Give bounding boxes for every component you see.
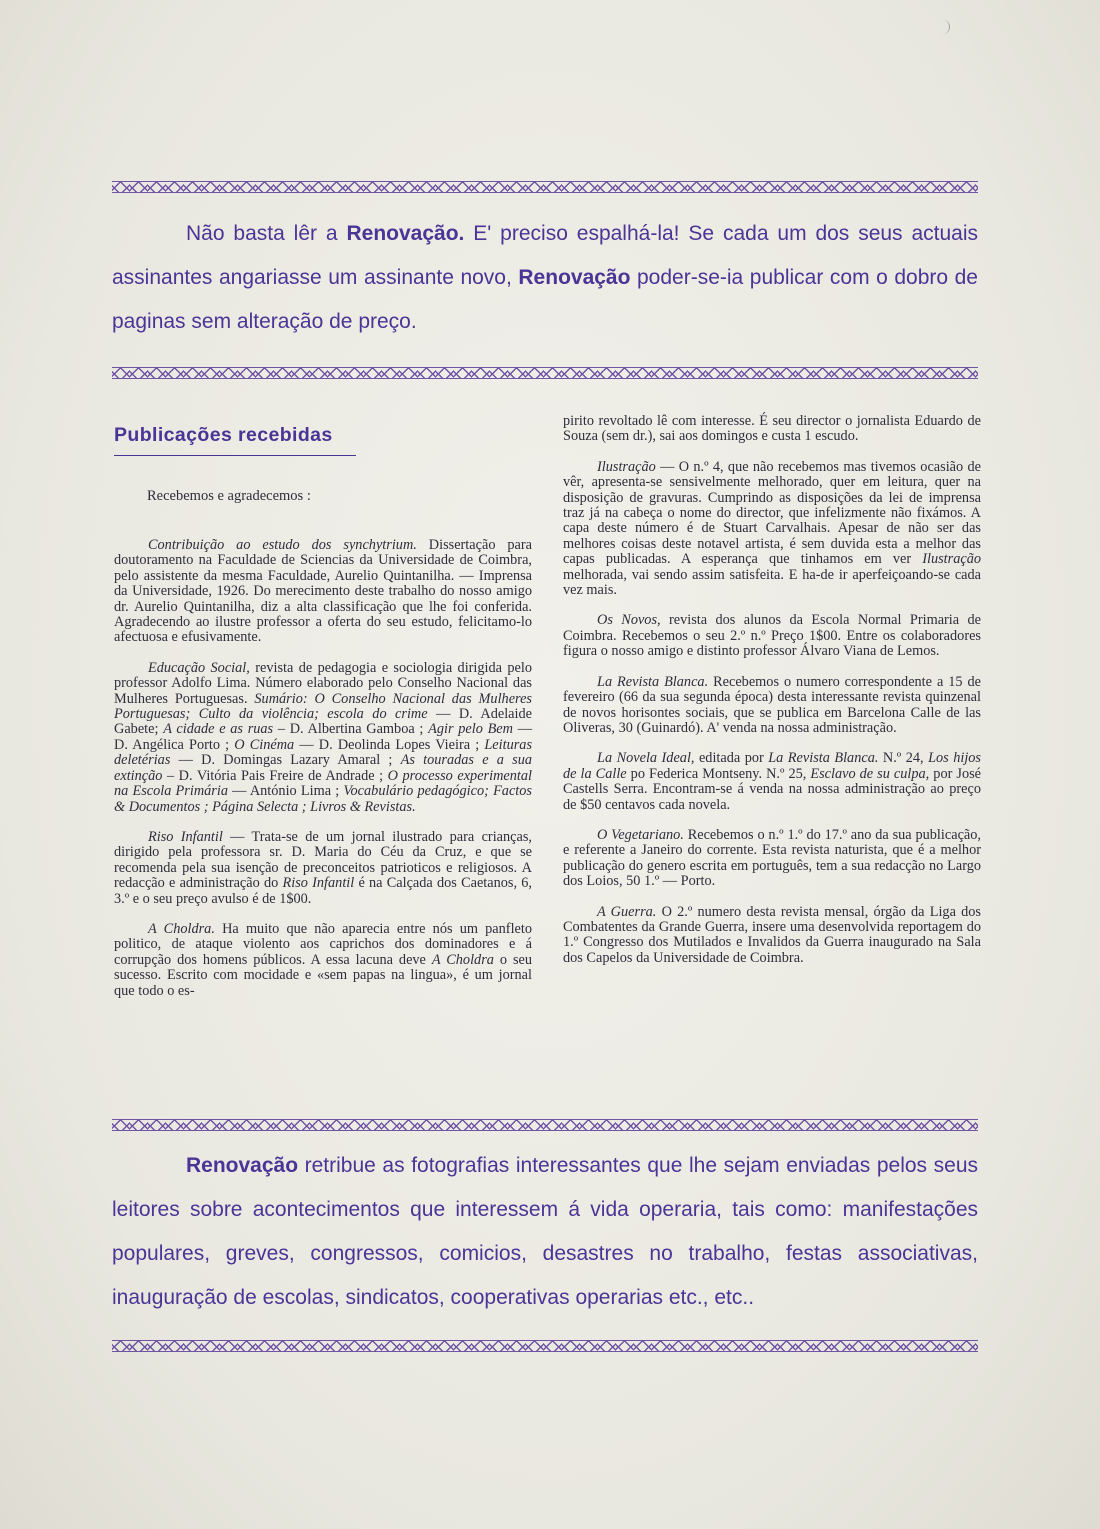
right-column (563, 414, 981, 981)
bottom-notice-paragraph: Renovação retribue as fotografias interessantes que lhe sejam enviadas pelos seus leitores sobre acontecimentos que interessem á vida operaria, tais como: manifestações populares, greves, congressos, comicios, desastres no trabalho, festas associativas, inauguração de escolas, sindicatos, cooperativas operarias etc., etc.. (112, 1154, 978, 1309)
top-notice (112, 212, 978, 344)
review-os-novos: Os Novos, revista dos alunos da Escola Normal Primaria de Coimbra. Recebemos o seu 2.º n.º Preço 1$00. Entre os colaboradores figura o nosso amigo e distinto professor Álvaro Viana de Lemos. (563, 612, 981, 660)
review-a-choldra: A Choldra. Ha muito que não aparecia entre nós um panfleto politico, de ataque violento aos caprichos dos dominadores e á corrupção dos homens públicos. A essa lacuna deve A Choldra o seu sucesso. Escrito com mocidade e «sem papas na lingua», é um jornal que todo o es- (114, 920, 533, 999)
ornamental-border-top-1 (112, 181, 978, 193)
review-contribuicao: Contribuição ao estudo dos synchytrium. Dissertação para doutoramento na Faculdade de Sciencias da Universidade de Coimbra, pelo assistente da mesma Faculdade, Aurelio Quintanilha. — Imprensa da Universidade, 1926. Do merecimento deste trabalho do nosso amigo dr. Aurelio Quintanilha, diz a alta classificação que lhe foi conferida. Agradecendo ao ilustre professor a oferta do seu estudo, felicitamo-lo afectuosa e efusivamente. (114, 537, 532, 646)
section-underline (114, 455, 356, 456)
brand-name: Renovação. (346, 222, 465, 245)
ornamental-border-top-2 (112, 367, 978, 379)
review-ilustracao: Ilustração — O n.º 4, que não recebemos mas tivemos ocasião de vêr, apresenta-se sensivelmente melhorado, quer em leitura, quer na disposição de gravuras. Cumprindo as disposições da lei de imprensa traz já na cabeça o nome do director, que infelizmente não fixámos. A capa deste número é de Stuart Carvalhais. Apesar de não ser das melhores coisas deste notavel artista, é sem duvida esta a melhor das capas publicadas. A esperança que tinhamos em ver Ilustração melhorada, vai sendo assim satisfeita. E ha-de ir aperfeiçoando-se cada vez mais. (563, 458, 981, 599)
review-o-vegetariano: O Vegetariano. Recebemos o n.º 1.º do 17.º ano da sua publicação, e referente a Janeiro do corrente. Esta revista naturista, que é a melhor publicação do genero escrita em português, tem a sua redacção no Largo dos Loios, 50 1.º — Porto. (563, 826, 981, 890)
section-title: Publicações recebidas (114, 424, 333, 446)
left-column (114, 538, 532, 1014)
review-educacao-social: Educação Social, revista de pedagogia e sociologia dirigida pelo professor Adolfo Lima. Número elaborado pelo Conselho Nacional das Mulheres Portuguesas. Sumário: O Conselho Nacional das Mulheres Portuguesas; Culto da violência; escola do crime — D. Adelaide Gabete; A cidade e as ruas – D. Albertina Gamboa ; Agir pelo Bem — D. Angélica Porto ; O Cinéma — D. Deolinda Lopes Vieira ; Leituras deletérias — D. Domingas Lazary Amaral ; As touradas e a sua extinção – D. Vitória Pais Freire de Andrade ; O processo experimental na Escola Primária — António Lima ; Vocabulário pedagógico; Factos & Documentos ; Página Selecta ; Livros & Revistas. (114, 659, 533, 815)
ornamental-border-bottom-1 (112, 1119, 978, 1131)
review-la-revista-blanca: La Revista Blanca. Recebemos o numero correspondente a 15 de fevereiro (66 da sua segunda época) desta interessante revista quinzenal de novos horisontes sociais, que se publica em Barcelona Calle de las Oliveras, 30 (Guinardó). A' venda na nossa administração. (563, 673, 981, 736)
section-intro: Recebemos e agradecemos : (147, 488, 311, 504)
review-a-guerra: A Guerra. O 2.º numero desta revista mensal, órgão da Liga dos Combatentes da Grande Guerra, insere uma desenvolvida reportagem do 1.º Congresso dos Mutilados e Invalidos da Guerra inaugurado na Sala dos Capelos da Universidade de Coimbra. (563, 903, 981, 966)
review-la-novela-ideal: La Novela Ideal, editada por La Revista Blanca. N.º 24, Los hijos de la Calle po Federica Montseny. N.º 25, Esclavo de su culpa, por José Castells Serra. Encontram-se á venda na nossa administração ao preço de $50 centavos cada novela. (563, 750, 982, 813)
review-riso-infantil: Riso Infantil — Trata-se de um jornal ilustrado para crianças, dirigido pela professora sr. D. Maria do Céu da Cruz, e que se recomenda pela sua isenção de preconceitos patrioticos e religiosos. A redacção e administração do Riso Infantil é na Calçada dos Caetanos, 6, 3.º e o seu preço avulso é de 1$00. (114, 828, 532, 907)
bottom-notice (112, 1144, 978, 1320)
review-a-choldra-continued: pirito revoltado lê com interesse. É seu director o jornalista Eduardo de Souza (sem dr.), sai aos domingos e custa 1 escudo. (563, 413, 981, 445)
corner-mark (943, 20, 950, 34)
ornamental-border-bottom-2 (112, 1340, 978, 1352)
brand-name: Renovação (518, 266, 631, 289)
top-notice-paragraph: Não basta lêr a Renovação. E' preciso espalhá-la! Se cada um dos seus actuais assinantes angariasse um assinante novo, Renovação poder-se-ia publicar com o dobro de paginas sem alteração de preço. (112, 222, 978, 333)
brand-name: Renovação (186, 1154, 299, 1177)
